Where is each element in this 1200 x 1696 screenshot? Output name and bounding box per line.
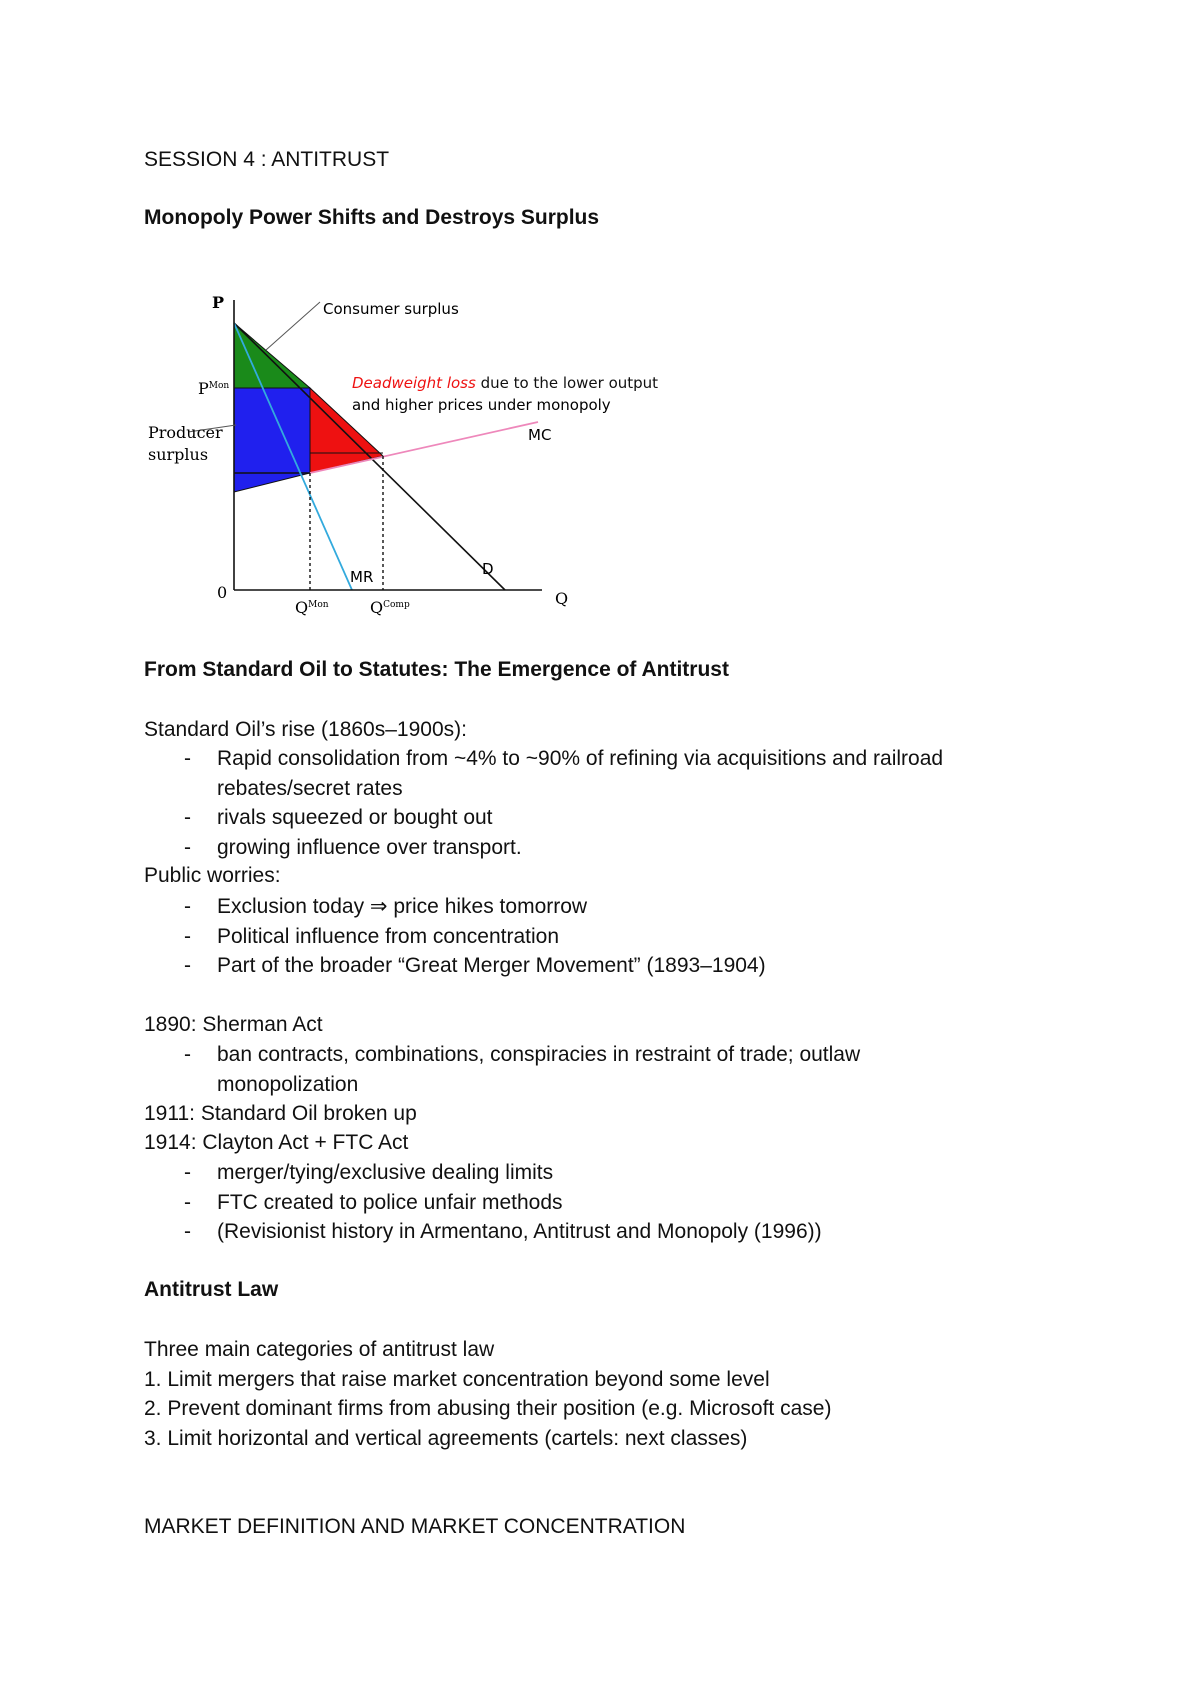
consumer-surplus-label: Consumer surplus	[323, 300, 459, 318]
section-title-market-definition: MARKET DEFINITION AND MARKET CONCENTRATION	[144, 1515, 686, 1538]
rise-list	[144, 744, 943, 862]
categories-intro: Three main categories of antitrust law	[144, 1338, 495, 1361]
mr-label: MR	[350, 568, 374, 586]
worries-heading: Public worries:	[144, 864, 281, 887]
list-item-continuation: rebates/secret rates	[217, 776, 403, 800]
q-mon-label: $Q^{Mon}$	[295, 598, 329, 617]
category-item: 3. Limit horizontal and vertical agreements (cartels: next classes)	[144, 1427, 748, 1450]
axis-label-p: P	[212, 293, 225, 312]
list-item: - FTC created to police unfair methods	[144, 1188, 822, 1218]
breakup-line: 1911: Standard Oil broken up	[144, 1102, 417, 1125]
monopoly-surplus-diagram	[140, 290, 660, 630]
list-item: - merger/tying/exclusive dealing limits	[144, 1158, 822, 1188]
d-label: D	[482, 560, 494, 578]
clayton-list	[144, 1158, 822, 1247]
section-title-standard-oil: From Standard Oil to Statutes: The Emergence of Antitrust	[144, 658, 729, 681]
session-header: SESSION 4 : ANTITRUST	[144, 148, 390, 171]
clayton-heading: 1914: Clayton Act + FTC Act	[144, 1131, 409, 1154]
origin-label: 0	[217, 583, 228, 602]
q-comp-label: $Q^{Comp}$	[370, 598, 410, 617]
sherman-heading: 1890: Sherman Act	[144, 1013, 323, 1036]
producer-surplus-label-1: Producer	[148, 423, 223, 442]
p-mon-label: $P^{Mon}$	[198, 379, 230, 398]
category-item: 2. Prevent dominant firms from abusing their position (e.g. Microsoft case)	[144, 1397, 832, 1420]
list-item: - rivals squeezed or bought out	[144, 803, 943, 833]
deadweight-loss-label: Deadweight loss due to the lower output	[352, 374, 659, 392]
rise-heading: Standard Oil’s rise (1860s–1900s):	[144, 718, 467, 741]
list-item: - Part of the broader “Great Merger Movement” (1893–1904)	[144, 951, 766, 981]
category-item: 1. Limit mergers that raise market concentration beyond some level	[144, 1368, 770, 1391]
consumer-surplus-area	[234, 323, 310, 388]
deadweight-loss-label-2: and higher prices under monopoly	[352, 396, 611, 414]
list-item-continuation: monopolization	[217, 1072, 359, 1096]
list-item: - growing influence over transport.	[144, 833, 943, 863]
sherman-list	[144, 1040, 860, 1099]
section-title-monopoly: Monopoly Power Shifts and Destroys Surplus	[144, 206, 600, 229]
section-title-antitrust-law: Antitrust Law	[144, 1278, 279, 1301]
axis-label-q: Q	[555, 589, 569, 608]
producer-surplus-label-2: surplus	[148, 445, 209, 464]
list-item: - Political influence from concentration	[144, 922, 766, 952]
producer-surplus-area	[234, 388, 310, 492]
mc-label: MC	[528, 426, 552, 444]
worries-list	[144, 892, 766, 981]
list-item: - ban contracts, combinations, conspiracies in restraint of trade; outlaw	[144, 1040, 860, 1070]
list-item: - Rapid consolidation from ~4% to ~90% of refining via acquisitions and railroad	[144, 744, 943, 774]
list-item: - (Revisionist history in Armentano, Antitrust and Monopoly (1996))	[144, 1217, 822, 1247]
list-item: - Exclusion today ⇒ price hikes tomorrow	[144, 892, 766, 922]
